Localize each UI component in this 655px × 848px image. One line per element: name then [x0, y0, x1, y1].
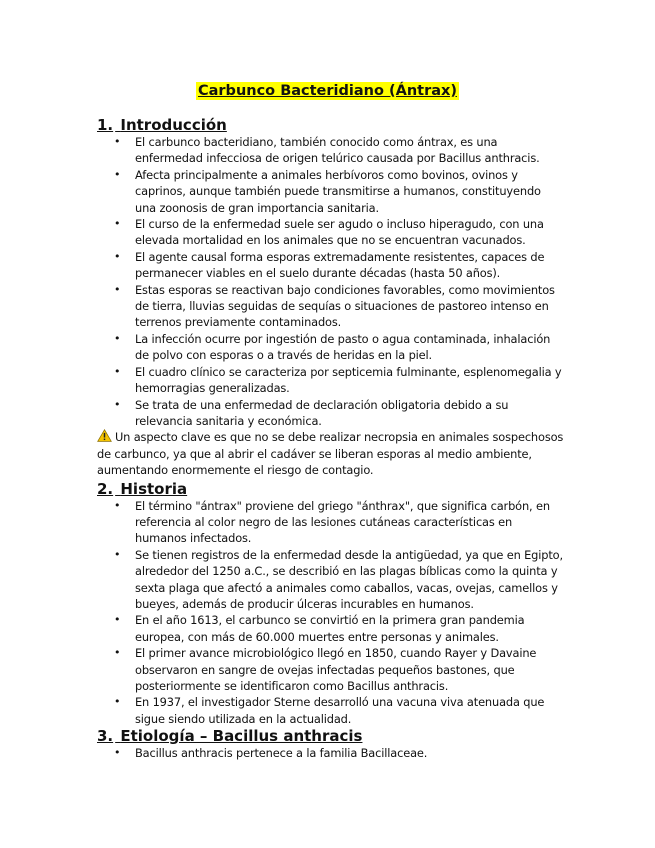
list-item [97, 331, 565, 364]
bullet-marker: • [114, 746, 121, 760]
list-item-text: El término "ántrax" proviene del griego "ánthrax", que significa carbón, en referencia al color negro de las lesiones cutáneas características en humanos infectados. [135, 498, 550, 546]
list-item-text: Afecta principalmente a animales herbívoros como bovinos, ovinos y caprinos, aunque también puede transmitirse a humanos, constituyendo una zoonosis de gran importancia sanitaria. [135, 167, 541, 215]
warning-icon [97, 429, 112, 442]
list-item [97, 498, 565, 547]
list-item [97, 167, 565, 216]
list-item [97, 249, 565, 282]
bullet-marker: • [114, 498, 121, 512]
section-title: Introducción [120, 116, 227, 134]
list-item [97, 645, 565, 694]
list-item [97, 745, 565, 761]
list-item-text: Se trata de una enfermedad de declaración obligatoria debido a su relevancia sanitaria y económica. [135, 397, 509, 428]
section-historia [97, 480, 565, 728]
warning-note-text: Un aspecto clave es que no se debe realizar necropsia en animales sospechosos de carbunco, ya que al abrir el cadáver se liberan esporas al medio ambiente, aumentando enormemente el riesgo de contagio. [97, 430, 564, 478]
section-number: 3. [97, 727, 114, 746]
list-item [97, 282, 565, 331]
bullet-marker: • [114, 135, 121, 148]
bullet-marker: • [114, 249, 121, 263]
list-item-text: Bacillus anthracis pertenece a la familia Bacillaceae. [135, 746, 428, 761]
bullet-marker: • [114, 167, 121, 181]
list-item-text: El agente causal forma esporas extremadamente resistentes, capaces de permanecer viables en el suelo durante décadas (hasta 50 años). [135, 249, 545, 281]
bullet-marker: • [114, 397, 121, 411]
list-item-text: El primer avance microbiológico llegó en 1850, cuando Rayer y Davaine observaron en sangre de ovejas infectadas pequeños bastones, que posteriormente se identificaron como Bacillus anthracis. [135, 646, 537, 693]
bullet-list [97, 745, 565, 761]
list-item-text: La infección ocurre por ingestión de pasto o agua contaminada, inhalación de polvo con esporas o a través de heridas en la piel. [135, 331, 551, 363]
document-content [97, 116, 565, 762]
document-title: Carbunco Bacteridiano (Ántrax) [197, 83, 457, 99]
section-number: 1. [97, 116, 114, 134]
section-title: Etiología – Bacillus anthracis [120, 727, 363, 746]
bullet-marker: • [114, 646, 121, 660]
list-item [97, 397, 565, 430]
list-item [97, 216, 565, 249]
list-item [97, 547, 565, 613]
section-heading [97, 727, 565, 745]
warning-note [97, 429, 565, 478]
bullet-marker: • [114, 364, 121, 378]
list-item-text: En el año 1613, el carbunco se convirtió en la primera gran pandemia europea, con más de 60.000 muertes entre personas y animales. [135, 613, 525, 644]
bullet-marker: • [114, 695, 121, 709]
bullet-marker: • [114, 331, 121, 345]
section-heading [97, 116, 565, 134]
section-number: 2. [97, 479, 114, 498]
list-item-text: El curso de la enfermedad suele ser agudo o incluso hiperagudo, con una elevada mortalidad en los animales que no se encuentran vacunados. [135, 217, 544, 248]
list-item [97, 694, 565, 727]
bullet-marker: • [114, 282, 121, 296]
list-item-text: El carbunco bacteridiano, también conocido como ántrax, es una enfermedad infecciosa de origen telúrico causada por Bacillus anthracis. [135, 135, 540, 166]
list-item-text: Se tienen registros de la enfermedad desde la antigüedad, ya que en Egipto, alrededor del 1250 a.C., se describió en las plagas bíblicas como la quinta y sexta plaga que afectó a animales como caballos, vacas, ovejas, camellos y bueyes, además de producir úlceras incurables en humanos. [135, 547, 563, 611]
list-item [97, 364, 565, 397]
section-etiologia [97, 727, 565, 761]
list-item-text: Estas esporas se reactivan bajo condiciones favorables, como movimientos de tierra, lluvias seguidas de sequías o situaciones de pastoreo intenso en terrenos previamente contaminados. [135, 282, 555, 330]
section-heading [97, 480, 565, 498]
list-item [97, 134, 565, 167]
list-item-text: En 1937, el investigador Sterne desarrolló una vacuna viva atenuada que sigue siendo utilizada en la actualidad. [135, 695, 545, 726]
list-item-text: El cuadro clínico se caracteriza por septicemia fulminante, esplenomegalia y hemorragias generalizadas. [135, 364, 562, 396]
bullet-list [97, 498, 565, 728]
bullet-marker: • [114, 547, 121, 561]
section-title: Historia [120, 479, 188, 498]
bullet-marker: • [114, 613, 121, 627]
list-item [97, 612, 565, 645]
bullet-list [97, 134, 565, 429]
title-wrap [0, 80, 655, 100]
section-introduccion [97, 116, 565, 479]
bullet-marker: • [114, 217, 121, 231]
